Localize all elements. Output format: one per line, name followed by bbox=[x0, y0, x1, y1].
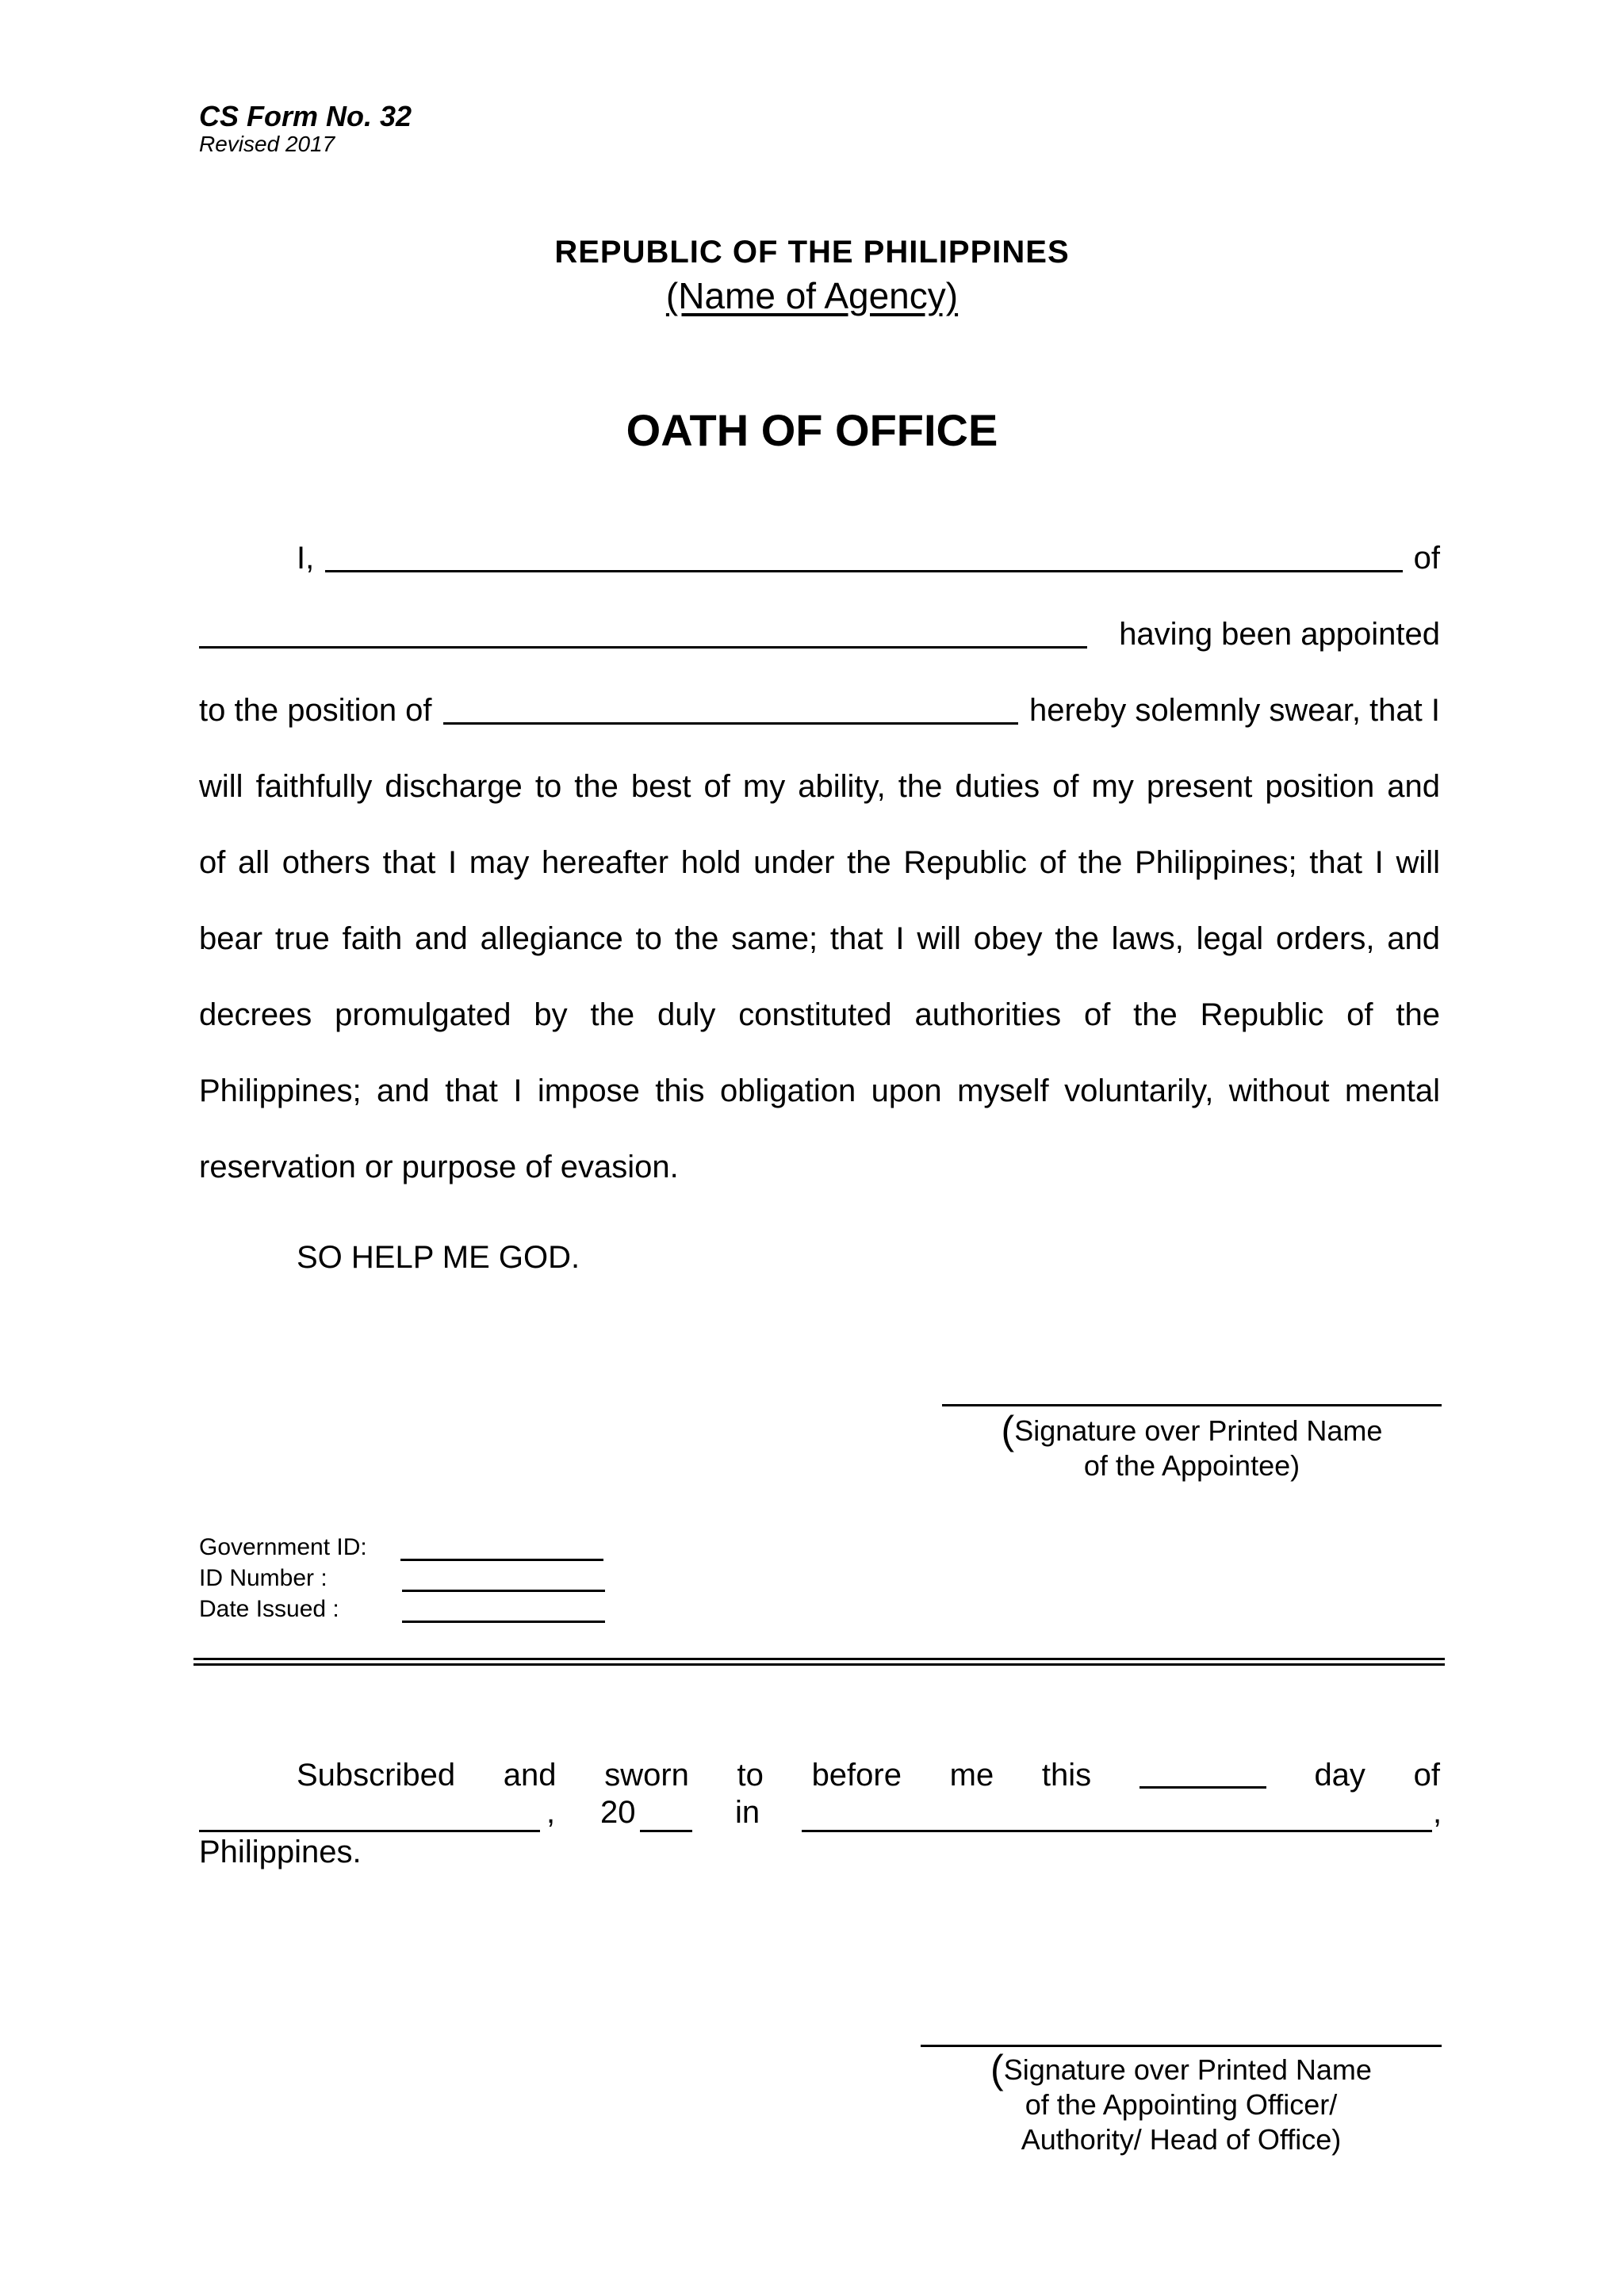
republic-heading: REPUBLIC OF THE PHILIPPINES bbox=[554, 235, 1070, 270]
jurat-word: and bbox=[503, 1758, 557, 1793]
jurat-day-blank[interactable] bbox=[1139, 1786, 1266, 1789]
jurat-year-prefix: 20 bbox=[600, 1795, 636, 1830]
agency-name-text: (Name of Agency) bbox=[665, 275, 959, 316]
oath-body-line: Philippines; and that I impose this obligation upon myself voluntarily, without mental bbox=[199, 1073, 1440, 1108]
jurat-month-blank[interactable] bbox=[199, 1830, 540, 1832]
date-issued-blank[interactable] bbox=[402, 1621, 605, 1623]
section-divider bbox=[193, 1658, 1445, 1666]
jurat-end-comma: , bbox=[1433, 1795, 1442, 1830]
oath-appointed-text: having been appointed bbox=[1119, 617, 1440, 652]
oath-position-label: to the position of bbox=[199, 693, 432, 728]
jurat-word: this bbox=[1041, 1758, 1092, 1793]
government-id-label: Government ID: bbox=[199, 1534, 367, 1560]
appointee-signature-caption bbox=[942, 1408, 1442, 1483]
appointee-signature-line[interactable] bbox=[942, 1404, 1442, 1406]
caption-line: Signature over Printed Name bbox=[1014, 1414, 1383, 1447]
oath-body-last-line: reservation or purpose of evasion. bbox=[199, 1150, 679, 1184]
government-id-row bbox=[199, 1533, 367, 1563]
date-issued-label: Date Issued : bbox=[199, 1596, 339, 1622]
jurat-word: sworn bbox=[604, 1758, 689, 1793]
oath-line-name bbox=[297, 539, 1440, 577]
oath-body-line: bear true faith and allegiance to the same; that I will obey the laws, legal orders, and bbox=[199, 921, 1440, 956]
jurat-word: day bbox=[1314, 1758, 1365, 1793]
appointee-address-blank[interactable] bbox=[199, 646, 1087, 649]
id-number-row bbox=[199, 1563, 327, 1594]
jurat-country: Philippines. bbox=[199, 1835, 362, 1869]
agency-name-placeholder bbox=[0, 274, 1624, 317]
caption-paren: ( bbox=[990, 2047, 1004, 2091]
oath-body-line: will faithfully discharge to the best of my ability, the duties of my present position and bbox=[199, 769, 1440, 804]
government-id-blank[interactable] bbox=[400, 1559, 603, 1561]
oath-pronoun: I, bbox=[297, 541, 315, 576]
jurat-line-2 bbox=[199, 1795, 1440, 1833]
jurat-word: of bbox=[1413, 1758, 1440, 1793]
oath-body-line: of all others that I may hereafter hold under the Republic of the Philippines; that I will bbox=[199, 845, 1440, 880]
oath-line-address bbox=[199, 615, 1440, 653]
jurat-word: Subscribed bbox=[297, 1758, 456, 1793]
appointee-name-blank[interactable] bbox=[325, 570, 1402, 572]
jurat-year-blank[interactable] bbox=[640, 1830, 692, 1832]
form-number: CS Form No. 32 bbox=[199, 100, 412, 132]
caption-line: Signature over Printed Name bbox=[1003, 2053, 1372, 2086]
jurat-word: me bbox=[949, 1758, 994, 1793]
oath-closing: SO HELP ME GOD. bbox=[297, 1240, 580, 1275]
oath-swear-text: hereby solemnly swear, that I bbox=[1028, 693, 1440, 728]
jurat-word: to bbox=[737, 1758, 764, 1793]
officer-signature-caption bbox=[921, 2047, 1442, 2157]
caption-line: of the Appointing Officer/ bbox=[1025, 2088, 1338, 2121]
caption-line: of the Appointee) bbox=[1083, 1449, 1300, 1482]
oath-body-line: decrees promulgated by the duly constituted authorities of the Republic of the bbox=[199, 997, 1440, 1032]
caption-line: Authority/ Head of Office) bbox=[1021, 2123, 1342, 2156]
revision-note: Revised 2017 bbox=[199, 132, 335, 156]
page-title: OATH OF OFFICE bbox=[626, 405, 998, 455]
oath-line-position bbox=[199, 691, 1440, 729]
id-number-blank[interactable] bbox=[402, 1590, 605, 1592]
jurat-word: before bbox=[811, 1758, 902, 1793]
caption-paren: ( bbox=[1001, 1408, 1015, 1452]
jurat-line-1 bbox=[297, 1755, 1440, 1793]
id-number-label: ID Number : bbox=[199, 1565, 327, 1591]
jurat-place-blank[interactable] bbox=[802, 1830, 1432, 1832]
jurat-in: in bbox=[735, 1795, 760, 1830]
date-issued-row bbox=[199, 1594, 339, 1624]
jurat-comma: , bbox=[546, 1795, 556, 1830]
position-blank[interactable] bbox=[443, 722, 1018, 725]
oath-of-word: of bbox=[1413, 541, 1440, 576]
